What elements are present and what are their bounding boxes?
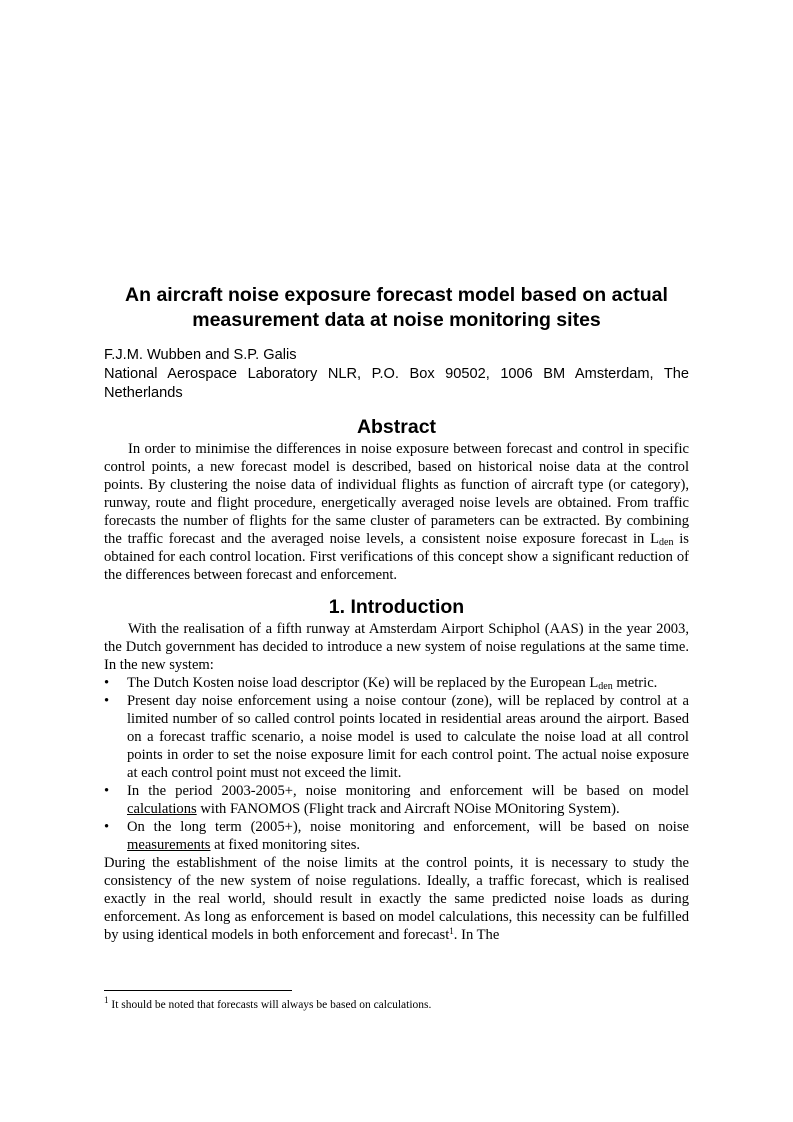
bullet-icon: • <box>104 675 110 691</box>
list-item: • In the period 2003-2005+, noise monitoring and enforcement will be based on model calculations with FANOMOS (Flight track and Aircraft NOise MOnitoring System). <box>104 783 689 817</box>
list-item: • The Dutch Kosten noise load descriptor (Ke) will be replaced by the European $L_{den}$ metric. <box>104 675 658 692</box>
list-item: • On the long term (2005+), noise monitoring and enforcement, will be based on noise measurements at fixed monitoring sites. <box>104 819 689 853</box>
paper-page <box>104 283 689 944</box>
author-affiliation: National Aerospace Laboratory NLR, P.O. Box 90502, 1006 BM Amsterdam, The Netherlands <box>104 366 689 401</box>
footnote: $^1$ It should be noted that forecasts will always be based on calculations. <box>104 995 432 1011</box>
introduction-heading: 1. Introduction <box>328 596 465 618</box>
author-names: F.J.M. Wubben and S.P. Galis <box>104 347 297 363</box>
paper-title: An aircraft noise exposure forecast model based on actual measurement data at noise monitoring sites <box>125 284 668 331</box>
bullet-icon: • <box>104 783 110 799</box>
bullet-icon: • <box>104 819 110 835</box>
bullet-icon: • <box>104 693 110 709</box>
author-block <box>104 346 689 403</box>
introduction-paragraph-2: During the establishment of the noise limits at the control points, it is necessary to study the consistency of the new system of noise regulations. Ideally, a traffic forecast, which is realised exactly in the real world, should result in exactly the same predicted noise loads as during enforcement. As long as enforcement is based on model calculations, this necessity can be fulfilled by using identical models in both enforcement and forecast$^1$. In The <box>104 855 689 943</box>
abstract-text: In order to minimise the differences in noise exposure between forecast and control in specific control points, a new forecast model is described, based on historical noise data at the control points. By clustering the noise data of individual flights as function of aircraft type (or category), runway, route and flight procedure, energetically averaged noise levels are obtained. From traffic forecasts the number of flights for the same cluster of parameters can be extracted. By combining the traffic forecast and the averaged noise levels, a consistent noise exposure forecast in $L_{den}$ is obtained for each control location. First verifications of this concept show a significant reduction of the differences between forecast and enforcement. <box>104 441 689 583</box>
bullet-list <box>104 674 689 854</box>
footnote-divider <box>104 990 292 991</box>
introduction-paragraph-1: With the realisation of a fifth runway at Amsterdam Airport Schiphol (AAS) in the year 2003, the Dutch government has decided to introduce a new system of noise regulations at the same time. In the new system: <box>104 621 689 673</box>
abstract-heading: Abstract <box>356 416 437 438</box>
list-item: • Present day noise enforcement using a noise contour (zone), will be replaced by control at a limited number of so called control points located in residential areas around the airport. Based on a forecast traffic scenario, a noise model is used to calculate the noise load at all control points in order to set the noise exposure limit for each control point. The actual noise exposure at each control point must not exceed the limit. <box>104 693 689 781</box>
